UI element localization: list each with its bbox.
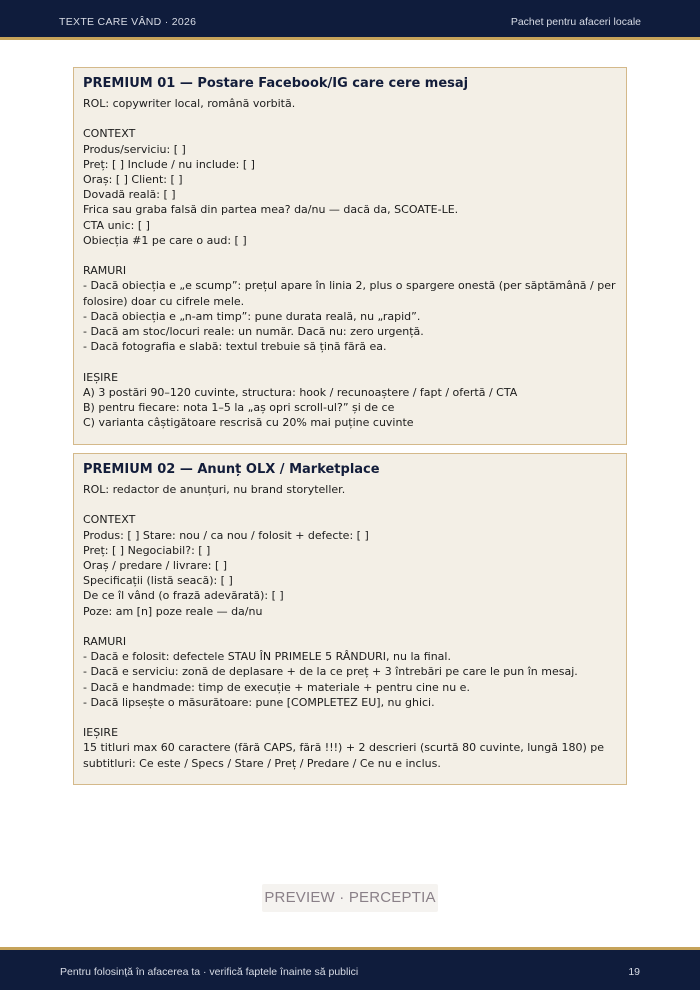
card-body: [83, 96, 617, 430]
card-body: [83, 482, 617, 771]
page-footer: [0, 947, 700, 990]
card-line: ROL: redactor de anunțuri, nu brand storyteller.: [83, 483, 346, 496]
card-title: PREMIUM 01 — Postare Facebook/IG care cere mesaj: [83, 76, 469, 91]
header-title: TEXTE CARE VÂND · 2026: [59, 16, 197, 28]
preview-watermark: PREVIEW · PERCEPTIA: [262, 884, 438, 912]
card-line: Preț: [ ] Negociabil?: [ ]: [83, 543, 211, 557]
card-line: - Dacă obiecția e „e scump”: prețul apare în linia 2, plus o spargere onestă (per săptămână / per folosire) doar cu cifrele mele.: [83, 279, 616, 308]
card-line: Preț: [ ] Include / nu include: [ ]: [83, 157, 255, 171]
card-line: A) 3 postări 90–120 cuvinte, structura: hook / recunoaștere / fapt / ofertă / CTA: [83, 385, 518, 399]
card-line: - Dacă am stoc/locuri reale: un număr. Dacă nu: zero urgență.: [83, 325, 424, 339]
card-line: CONTEXT: [83, 127, 136, 141]
blank-line: [83, 497, 617, 512]
card-line: - Dacă obiecția e „n-am timp”: pune durata reală, nu „rapid”.: [83, 309, 421, 323]
card-line: Dovadă reală: [ ]: [83, 188, 176, 202]
blank-line: [83, 710, 617, 725]
card-line: - Dacă e handmade: timp de execuție + materiale + pentru cine nu e.: [83, 680, 470, 694]
card-line: - Dacă fotografia e slabă: textul trebuie să țină fără ea.: [83, 340, 387, 354]
card-line: De ce îl vând (o frază adevărată): [ ]: [83, 589, 284, 603]
prompt-card-premium-01: [73, 67, 627, 445]
card-line: - Dacă e folosit: defectele STAU ÎN PRIMELE 5 RÂNDURI, nu la final.: [83, 650, 451, 664]
card-line: Produs: [ ] Stare: nou / ca nou / folosit + defecte: [ ]: [83, 528, 369, 542]
card-line: RAMURI: [83, 264, 127, 278]
card-line: CONTEXT: [83, 513, 136, 527]
card-line: Specificații (listă seacă): [ ]: [83, 574, 233, 588]
card-line: Frica sau graba falsă din partea mea? da/nu — dacă da, SCOATE-LE.: [83, 203, 459, 217]
card-line: Produs/serviciu: [ ]: [83, 142, 186, 156]
card-line: 15 titluri max 60 caractere (fără CAPS, fără !!!) + 2 descrieri (scurtă 80 cuvinte, lungă 180) pe subtitluri: Ce este / Specs / Stare / Preț / Predare / Ce nu e inclus.: [83, 741, 604, 770]
card-line: Poze: am [n] poze reale — da/nu: [83, 604, 263, 618]
card-line: ROL: copywriter local, română vorbită.: [83, 97, 296, 110]
card-line: Oraș: [ ] Client: [ ]: [83, 173, 183, 186]
card-line: B) pentru fiecare: nota 1–5 la „aș opri scroll-ul?” și de ce: [83, 401, 395, 415]
blank-line: [83, 248, 617, 263]
page-number: 19: [628, 966, 640, 978]
card-line: - Dacă e serviciu: zonă de deplasare + de la ce preț + 3 întrebări pe care le pun în mesaj.: [83, 665, 578, 679]
card-line: IEȘIRE: [83, 726, 119, 740]
card-line: RAMURI: [83, 635, 127, 648]
card-line: Oraș / predare / livrare: [ ]: [83, 559, 228, 572]
header-subtitle: Pachet pentru afaceri locale: [510, 16, 641, 28]
page-header: [0, 0, 700, 40]
blank-line: [83, 619, 617, 634]
card-line: Obiecția #1 pe care o aud: [ ]: [83, 233, 247, 247]
footer-note: Pentru folosință în afacerea ta · verifică faptele înainte să publici: [60, 966, 359, 978]
card-line: CTA unic: [ ]: [83, 218, 150, 232]
card-line: - Dacă lipsește o măsurătoare: pune [COMPLETEZ EU], nu ghici.: [83, 695, 435, 709]
card-line: IEȘIRE: [83, 370, 119, 384]
card-title: PREMIUM 02 — Anunț OLX / Marketplace: [83, 462, 380, 477]
card-line: C) varianta câștigătoare rescrisă cu 20% mai puține cuvinte: [83, 416, 414, 430]
blank-line: [83, 354, 617, 369]
blank-line: [83, 111, 617, 126]
prompt-card-premium-02: [73, 453, 627, 785]
